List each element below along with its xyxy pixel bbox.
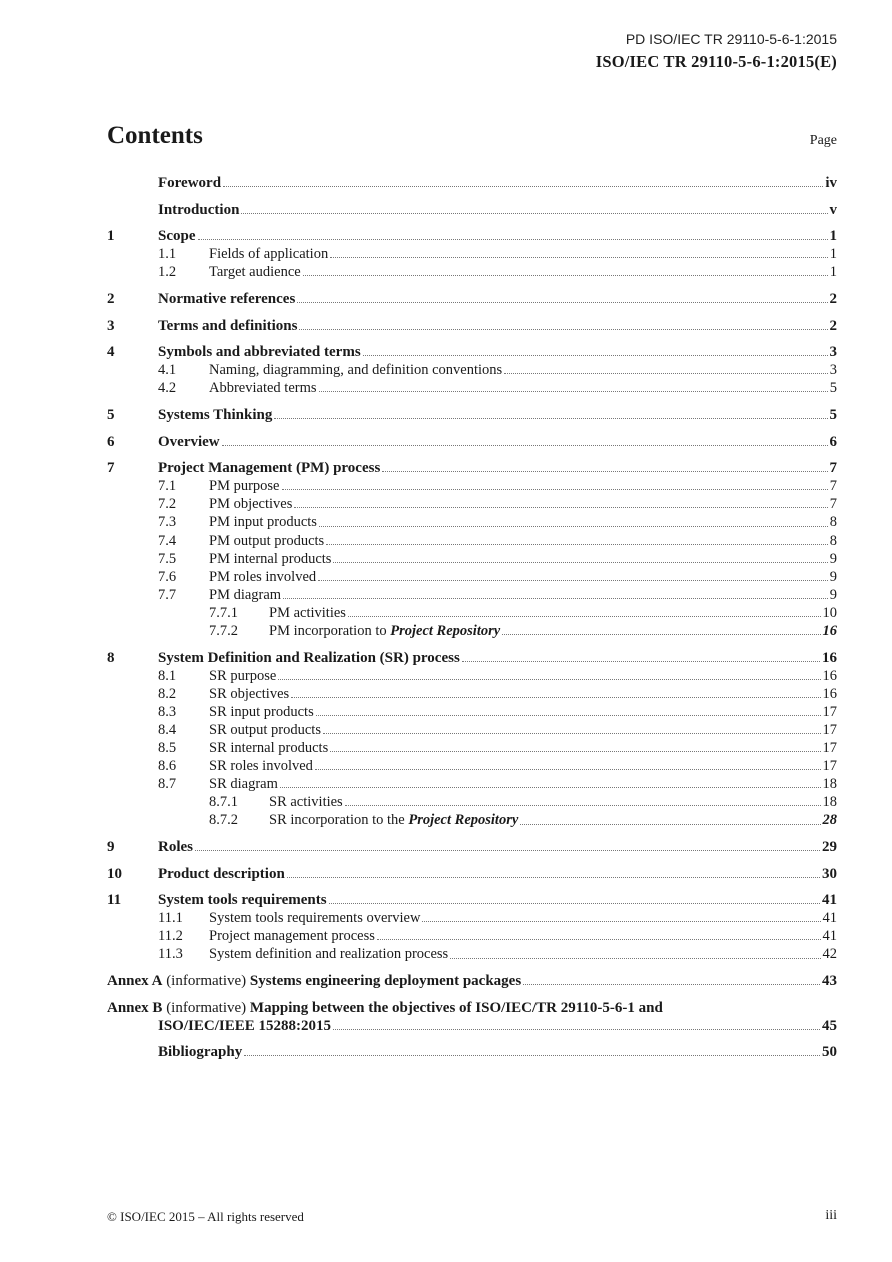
toc-entry[interactable] bbox=[107, 622, 837, 640]
toc-entry-text: Foreword bbox=[158, 175, 222, 191]
toc-entry-number: 8.6 bbox=[158, 758, 177, 775]
toc-leader-dots bbox=[504, 372, 828, 374]
toc-entry-title bbox=[158, 343, 361, 361]
toc-entry-text: SR purpose bbox=[209, 667, 277, 684]
toc-entry-page: 16 bbox=[822, 622, 837, 639]
toc-entry-title bbox=[209, 757, 313, 775]
toc-leader-dots bbox=[297, 301, 827, 303]
toc-leader-dots bbox=[315, 768, 821, 770]
toc-leader-dots bbox=[377, 938, 821, 940]
toc-leader-dots bbox=[520, 823, 820, 825]
toc-entry-text: SR input products bbox=[209, 703, 314, 720]
toc-entry-text: PM input products bbox=[209, 514, 317, 531]
toc-entry-page: v bbox=[829, 201, 837, 218]
toc-entry-page: 9 bbox=[829, 568, 837, 585]
table-of-contents bbox=[107, 174, 837, 1061]
toc-entry[interactable] bbox=[107, 201, 837, 219]
toc-entry-page: 17 bbox=[822, 721, 837, 738]
toc-entry[interactable] bbox=[107, 586, 837, 604]
footer-copyright: © ISO/IEC 2015 – All rights reserved bbox=[107, 1209, 304, 1224]
toc-entry-number: 7.2 bbox=[158, 496, 177, 513]
toc-entry-title bbox=[158, 174, 221, 192]
toc-annex-label: Annex A bbox=[107, 973, 163, 990]
toc-entry-page: 2 bbox=[829, 317, 837, 334]
toc-leader-dots bbox=[323, 732, 821, 734]
toc-leader-dots bbox=[303, 274, 828, 276]
toc-entry-number: 1.1 bbox=[158, 246, 177, 263]
toc-entry[interactable] bbox=[107, 999, 837, 1017]
toc-entry-title bbox=[269, 793, 343, 811]
toc-entry-page: 5 bbox=[829, 406, 837, 423]
toc-leader-dots bbox=[282, 488, 828, 490]
toc-entry-title bbox=[158, 838, 193, 856]
toc-entry-page: 9 bbox=[829, 586, 837, 603]
toc-entry-page: 17 bbox=[822, 703, 837, 720]
toc-entry-page: 42 bbox=[822, 946, 837, 963]
toc-leader-dots bbox=[287, 876, 820, 878]
toc-entry-text: SR diagram bbox=[209, 776, 278, 793]
toc-entry-title bbox=[158, 891, 327, 909]
toc-entry-number: 8.7.2 bbox=[209, 812, 238, 829]
toc-entry[interactable] bbox=[107, 649, 837, 667]
toc-entry[interactable] bbox=[107, 263, 837, 281]
toc-entry-title bbox=[209, 550, 331, 568]
toc-entry[interactable] bbox=[107, 703, 837, 721]
toc-leader-dots bbox=[326, 543, 828, 545]
toc-entry[interactable] bbox=[107, 739, 837, 757]
toc-entry-title bbox=[158, 459, 380, 477]
toc-leader-dots bbox=[329, 902, 820, 904]
toc-leader-dots bbox=[195, 849, 820, 851]
toc-entry-number: 11.2 bbox=[158, 928, 183, 945]
toc-entry[interactable] bbox=[107, 477, 837, 495]
toc-entry-number: 1 bbox=[107, 228, 115, 245]
toc-entry-text: SR activities bbox=[269, 794, 343, 811]
toc-entry-title bbox=[209, 739, 328, 757]
toc-leader-dots bbox=[319, 390, 828, 392]
toc-entry-page: 7 bbox=[829, 478, 837, 495]
toc-entry-page: 45 bbox=[822, 1017, 837, 1034]
toc-entry-text: Introduction bbox=[158, 201, 240, 218]
toc-leader-dots bbox=[333, 561, 827, 563]
toc-entry[interactable] bbox=[107, 909, 837, 927]
toc-entry[interactable] bbox=[107, 568, 837, 586]
toc-leader-dots bbox=[333, 1028, 820, 1030]
toc-entry[interactable] bbox=[107, 550, 837, 568]
toc-entry-number: 8.2 bbox=[158, 685, 177, 702]
toc-leader-dots bbox=[345, 804, 821, 806]
toc-entry-number: 6 bbox=[107, 433, 115, 450]
toc-entry-text: Product description bbox=[158, 865, 285, 882]
toc-entry-page: 2 bbox=[829, 290, 837, 307]
toc-entry-continuation[interactable] bbox=[107, 1017, 837, 1035]
toc-entry-text: System tools requirements overview bbox=[209, 910, 421, 927]
toc-entry-title bbox=[209, 775, 278, 793]
toc-entry-text: Target audience bbox=[209, 264, 301, 281]
toc-entry-text: SR incorporation to the bbox=[269, 812, 409, 829]
toc-entry-page: 1 bbox=[829, 264, 837, 281]
toc-entry-page: 16 bbox=[822, 685, 837, 702]
toc-entry-title bbox=[158, 649, 460, 667]
toc-entry-number: 7.7.2 bbox=[209, 622, 238, 639]
toc-leader-dots bbox=[450, 957, 820, 959]
toc-entry-number: 7 bbox=[107, 460, 115, 477]
toc-annex-type: (informative) bbox=[162, 999, 250, 1016]
toc-entry-number: 4.1 bbox=[158, 362, 177, 379]
toc-entry[interactable] bbox=[107, 245, 837, 263]
toc-entry-title bbox=[269, 811, 518, 829]
toc-entry-page: 16 bbox=[822, 667, 837, 684]
toc-entry[interactable] bbox=[107, 379, 837, 397]
toc-entry-page: 3 bbox=[829, 344, 837, 361]
toc-entry-title bbox=[269, 622, 500, 640]
toc-entry-text: SR internal products bbox=[209, 740, 329, 757]
toc-leader-dots bbox=[330, 750, 820, 752]
toc-entry-title bbox=[209, 495, 292, 513]
toc-entry-number: 11.3 bbox=[158, 946, 183, 963]
toc-entry[interactable] bbox=[107, 513, 837, 531]
toc-entry-text: PM diagram bbox=[209, 586, 282, 603]
toc-entry-page: 7 bbox=[829, 496, 837, 513]
toc-annex-type: (informative) bbox=[162, 973, 250, 990]
toc-entry-text: Project management process bbox=[209, 928, 375, 945]
toc-entry[interactable] bbox=[107, 793, 837, 811]
toc-entry[interactable] bbox=[107, 317, 837, 335]
toc-entry-text: System definition and realization process bbox=[209, 946, 449, 963]
toc-entry[interactable] bbox=[107, 721, 837, 739]
toc-leader-dots bbox=[318, 579, 828, 581]
toc-entry-title bbox=[209, 568, 316, 586]
toc-leader-dots bbox=[316, 714, 821, 716]
toc-leader-dots bbox=[319, 525, 828, 527]
toc-entry-text: Roles bbox=[158, 839, 193, 855]
toc-leader-dots bbox=[291, 696, 820, 698]
toc-entry-page: 6 bbox=[829, 433, 837, 450]
toc-entry-text: Bibliography bbox=[158, 1044, 243, 1061]
toc-entry-text: Project Management (PM) process bbox=[158, 460, 381, 477]
toc-entry-title bbox=[209, 945, 448, 963]
toc-entry-text: PM output products bbox=[209, 532, 325, 549]
toc-entry-text: Mapping between the objectives of ISO/IEC/TR 29110-5-6-1 and bbox=[249, 999, 663, 1016]
toc-entry-title bbox=[209, 703, 314, 721]
toc-entry-title bbox=[107, 972, 521, 990]
toc-entry-title bbox=[209, 532, 324, 550]
toc-entry-text: Systems engineering deployment packages bbox=[249, 973, 522, 990]
toc-entry-page: 1 bbox=[829, 246, 837, 263]
toc-entry-number: 8.7.1 bbox=[209, 794, 238, 811]
toc-entry-text: ISO/IEC/IEEE 15288:2015 bbox=[158, 1017, 331, 1034]
toc-entry-text: Normative references bbox=[158, 290, 296, 307]
header-standard-id: ISO/IEC TR 29110-5-6-1:2015(E) bbox=[595, 52, 837, 71]
toc-entry-page: 41 bbox=[822, 928, 837, 945]
toc-entry-text: Scope bbox=[158, 228, 196, 245]
toc-entry[interactable] bbox=[107, 757, 837, 775]
toc-entry-page: 30 bbox=[822, 865, 837, 882]
toc-entry-title bbox=[158, 406, 272, 424]
toc-entry-number: 2 bbox=[107, 290, 115, 307]
page-column-label: Page bbox=[809, 133, 837, 148]
page-title: Contents bbox=[107, 122, 203, 149]
toc-entry-text: Systems Thinking bbox=[158, 406, 273, 423]
toc-entry-page: iv bbox=[825, 175, 837, 191]
toc-entry-title bbox=[209, 245, 328, 263]
toc-entry-page: 43 bbox=[822, 973, 837, 990]
toc-entry-title bbox=[158, 317, 297, 335]
toc-leader-dots bbox=[222, 444, 828, 446]
toc-entry-title bbox=[158, 1043, 242, 1061]
toc-entry-title bbox=[209, 586, 281, 604]
toc-leader-dots bbox=[330, 256, 828, 258]
toc-entry-page: 29 bbox=[822, 839, 837, 855]
toc-entry-number: 4 bbox=[107, 344, 115, 361]
toc-entry-title bbox=[158, 865, 285, 883]
toc-entry[interactable] bbox=[107, 838, 837, 856]
toc-entry-text: Naming, diagramming, and definition conventions bbox=[209, 362, 503, 379]
toc-entry-title bbox=[269, 604, 346, 622]
toc-leader-dots bbox=[241, 212, 827, 214]
toc-annex-label: Annex B bbox=[107, 999, 163, 1016]
toc-entry[interactable] bbox=[107, 290, 837, 308]
toc-entry[interactable] bbox=[107, 667, 837, 685]
toc-entry-page: 17 bbox=[822, 758, 837, 775]
toc-leader-dots bbox=[422, 920, 820, 922]
toc-entry-page: 18 bbox=[822, 776, 837, 793]
toc-entry[interactable] bbox=[107, 865, 837, 883]
toc-entry[interactable] bbox=[107, 174, 837, 192]
toc-entry-text: PM purpose bbox=[209, 478, 280, 495]
toc-entry[interactable] bbox=[107, 361, 837, 379]
toc-entry-emphasis: Project Repository bbox=[390, 622, 501, 639]
toc-entry-page: 50 bbox=[822, 1044, 837, 1061]
toc-entry[interactable] bbox=[107, 972, 837, 990]
toc-entry-page: 1 bbox=[829, 228, 837, 245]
toc-entry-title bbox=[209, 361, 502, 379]
toc-entry-number: 7.7 bbox=[158, 586, 177, 603]
toc-entry[interactable] bbox=[107, 1043, 837, 1061]
toc-entry[interactable] bbox=[107, 891, 837, 909]
toc-entry-number: 8.3 bbox=[158, 703, 177, 720]
toc-leader-dots bbox=[280, 786, 821, 788]
toc-entry-text: PM objectives bbox=[209, 496, 293, 513]
toc-leader-dots bbox=[382, 470, 827, 472]
toc-leader-dots bbox=[363, 354, 828, 356]
toc-entry[interactable] bbox=[107, 775, 837, 793]
toc-leader-dots bbox=[278, 678, 820, 680]
toc-entry-number: 11.1 bbox=[158, 910, 183, 927]
toc-entry[interactable] bbox=[107, 927, 837, 945]
toc-entry-number: 8.5 bbox=[158, 740, 177, 757]
header-document-id: PD ISO/IEC TR 29110-5-6-1:2015 bbox=[625, 31, 837, 47]
toc-entry-text: SR objectives bbox=[209, 685, 290, 702]
toc-entry-page: 17 bbox=[822, 740, 837, 757]
toc-entry-number: 8 bbox=[107, 649, 115, 666]
toc-entry[interactable] bbox=[107, 495, 837, 513]
toc-entry-page: 8 bbox=[829, 532, 837, 549]
toc-entry-title bbox=[158, 290, 295, 308]
toc-leader-dots bbox=[283, 597, 828, 599]
toc-entry-page: 8 bbox=[829, 514, 837, 531]
toc-entry-text: SR roles involved bbox=[209, 758, 313, 775]
toc-entry-text: PM activities bbox=[269, 604, 346, 621]
toc-entry-text: PM incorporation to bbox=[269, 622, 391, 639]
toc-entry-number: 8.7 bbox=[158, 776, 177, 793]
toc-entry-page: 3 bbox=[829, 362, 837, 379]
toc-entry-number: 8.1 bbox=[158, 667, 177, 684]
toc-leader-dots bbox=[294, 506, 827, 508]
toc-entry[interactable] bbox=[107, 811, 837, 829]
toc-entry-title bbox=[158, 227, 196, 245]
toc-entry-emphasis: Project Repository bbox=[408, 812, 519, 829]
toc-entry[interactable] bbox=[107, 685, 837, 703]
toc-leader-dots bbox=[348, 615, 821, 617]
toc-leader-dots bbox=[462, 660, 820, 662]
toc-entry-number: 1.2 bbox=[158, 264, 177, 281]
toc-entry-text: Fields of application bbox=[209, 246, 329, 263]
toc-entry[interactable] bbox=[107, 459, 837, 477]
toc-entry-page: 41 bbox=[822, 892, 837, 909]
toc-entry-page: 5 bbox=[829, 380, 837, 397]
toc-entry-title bbox=[209, 379, 317, 397]
toc-leader-dots bbox=[198, 238, 828, 240]
toc-entry-title bbox=[209, 721, 321, 739]
footer-page-number: iii bbox=[825, 1208, 837, 1223]
toc-entry[interactable] bbox=[107, 532, 837, 550]
toc-entry-page: 7 bbox=[829, 460, 837, 477]
toc-entry-number: 3 bbox=[107, 317, 115, 334]
toc-entry-title bbox=[209, 909, 420, 927]
toc-entry-text: Abbreviated terms bbox=[209, 380, 317, 397]
toc-entry-number: 7.1 bbox=[158, 478, 177, 495]
toc-leader-dots bbox=[502, 633, 820, 635]
toc-leader-dots bbox=[244, 1054, 820, 1056]
toc-entry-number: 4.2 bbox=[158, 380, 177, 397]
toc-entry-number: 7.5 bbox=[158, 550, 177, 567]
toc-entry-text: System Definition and Realization (SR) process bbox=[158, 649, 460, 666]
toc-entry-text: Symbols and abbreviated terms bbox=[158, 344, 361, 361]
toc-entry-page: 9 bbox=[829, 550, 837, 567]
toc-entry-text: PM roles involved bbox=[209, 568, 317, 585]
toc-entry-text: Terms and definitions bbox=[158, 317, 298, 334]
toc-entry-text: SR output products bbox=[209, 721, 321, 738]
toc-entry[interactable] bbox=[107, 604, 837, 622]
toc-entry[interactable] bbox=[107, 433, 837, 451]
toc-entry-number: 11 bbox=[107, 892, 122, 909]
toc-entry-number: 7.6 bbox=[158, 568, 177, 585]
toc-entry-number: 10 bbox=[107, 865, 122, 882]
toc-entry-number: 8.4 bbox=[158, 721, 177, 738]
toc-entry[interactable] bbox=[107, 227, 837, 245]
toc-entry-page: 41 bbox=[822, 910, 837, 927]
toc-entry-page: 10 bbox=[822, 604, 837, 621]
toc-leader-dots bbox=[523, 983, 820, 985]
toc-entry-title bbox=[158, 201, 239, 219]
toc-entry-title bbox=[209, 513, 317, 531]
toc-leader-dots bbox=[223, 185, 823, 187]
toc-leader-dots bbox=[299, 328, 827, 330]
toc-entry-title bbox=[209, 927, 375, 945]
toc-entry[interactable] bbox=[107, 945, 837, 963]
toc-entry-text: PM internal products bbox=[209, 550, 332, 567]
toc-entry-number: 7.7.1 bbox=[209, 604, 238, 621]
toc-entry-page: 28 bbox=[822, 812, 837, 829]
toc-entry-number: 9 bbox=[107, 839, 115, 855]
toc-entry-text: Overview bbox=[158, 433, 220, 450]
toc-entry-title bbox=[107, 999, 663, 1017]
toc-entry-title bbox=[209, 685, 289, 703]
toc-entry-title bbox=[209, 667, 276, 685]
toc-entry-title bbox=[158, 433, 220, 451]
toc-entry-number: 7.4 bbox=[158, 532, 177, 549]
toc-entry-title bbox=[209, 263, 301, 281]
toc-entry-page: 18 bbox=[822, 794, 837, 811]
toc-entry[interactable] bbox=[107, 406, 837, 424]
toc-entry-number: 7.3 bbox=[158, 514, 177, 531]
toc-entry-page: 16 bbox=[822, 649, 837, 666]
toc-entry-text: System tools requirements bbox=[158, 892, 327, 909]
toc-entry[interactable] bbox=[107, 343, 837, 361]
toc-leader-dots bbox=[274, 417, 827, 419]
toc-entry-number: 5 bbox=[107, 406, 115, 423]
toc-entry-title bbox=[209, 477, 280, 495]
